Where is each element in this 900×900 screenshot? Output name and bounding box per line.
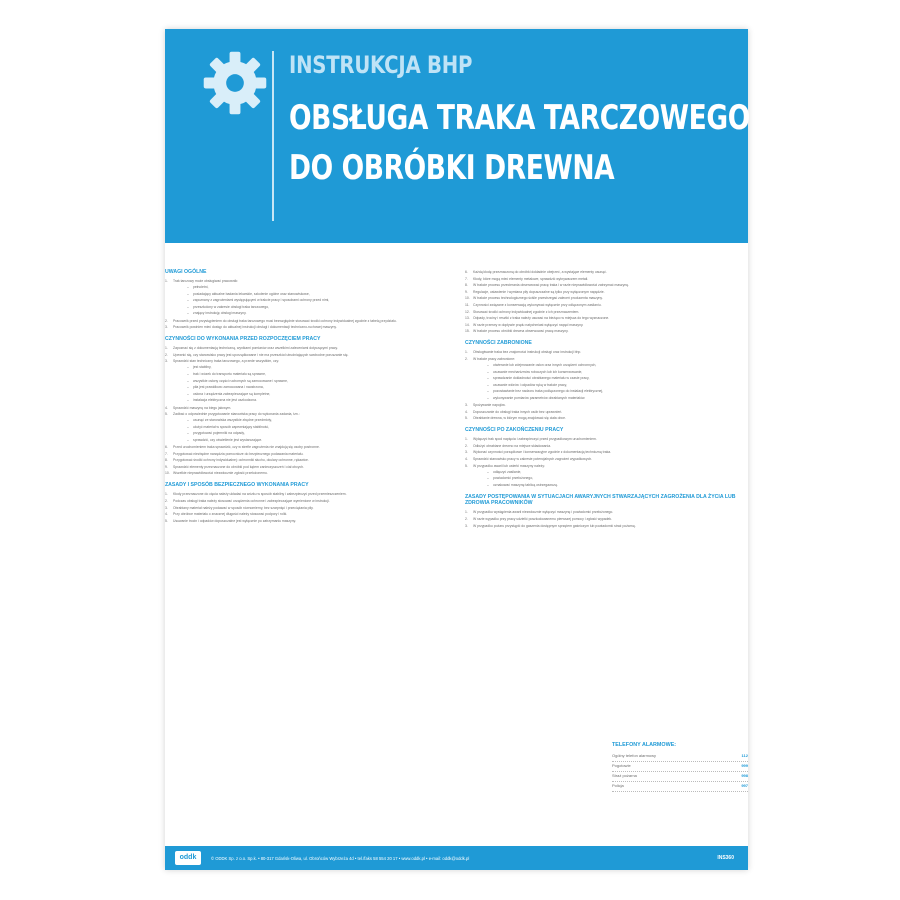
item-text-content: Sprawdzić maszynę na biegu jałowym.: [173, 405, 232, 410]
item-text-content: Trak tarczowy może obsługiwać pracownik:: [173, 279, 239, 283]
item-text: [173, 444, 455, 450]
item-number: 13.: [465, 316, 470, 321]
item-text: [173, 498, 455, 504]
list-item: [465, 309, 748, 315]
sub-item-text: trak i wózek do transportu materiału są sprawne,: [193, 371, 266, 376]
sub-bullet: –: [487, 476, 489, 481]
item-text: [473, 322, 748, 328]
item-number: 3.: [165, 505, 168, 510]
sub-item: [187, 397, 455, 403]
sub-item: [187, 297, 455, 303]
item-number: 4.: [165, 405, 168, 410]
sub-item: [187, 364, 455, 370]
item-text: [173, 457, 455, 463]
sub-bullet: –: [487, 389, 489, 394]
item-text-content: Przygotować niezbędne narzędzia pomocnicze do bezpiecznego podawania materiału.: [173, 451, 304, 456]
item-number: 3.: [465, 403, 468, 408]
item-text-content: Pracownik przed przystąpieniem do obsługi traka tarczowego musi bezwzględnie stosować środki ochrony indywidualnej zgodnie z tabelą przydziału.: [173, 318, 397, 323]
poster-header: [165, 29, 748, 243]
phone-row: [612, 752, 748, 762]
sub-item: [187, 384, 455, 390]
sub-item-text: znający instrukcję obsługi maszyny.: [193, 311, 247, 316]
emergency-phones: [612, 742, 748, 792]
item-text: [473, 449, 748, 455]
sub-bullet: –: [187, 378, 189, 383]
item-text-content: Odpady, trociny i resztki z traka należy usuwać na bieżąco w miejsca do tego wyznaczone.: [473, 316, 610, 321]
sub-item-text: usunąć ze stanowiska wszystkie zbędne przedmioty,: [193, 418, 272, 423]
item-text: [473, 269, 748, 275]
section-list: [465, 436, 748, 488]
item-number: 2.: [465, 356, 468, 361]
item-text-content: Upewnić się, czy stanowisko pracy jest uporządkowane i nie ma przeszkód utrudniających swobodne poruszanie się.: [173, 352, 349, 357]
item-number: 5.: [165, 412, 168, 417]
section-title: CZYNNOŚCI PO ZAKOŃCZENIU PRACY: [465, 427, 564, 434]
item-text: [473, 409, 748, 415]
list-item: [465, 295, 748, 301]
sub-item: [187, 284, 455, 290]
item-number: 3.: [165, 359, 168, 364]
item-text-content: W razie wypadku przy pracy udzielić poszkodowanemu pierwszej pomocy i zgłosić wypadek.: [473, 517, 613, 522]
sub-item-text: odłączyć zasilanie,: [493, 469, 522, 474]
item-text: [473, 456, 748, 462]
item-text-content: Wszelkie nieprawidłowości niezwłocznie zgłosić przełożonemu.: [173, 471, 268, 476]
item-text: [473, 463, 748, 489]
publisher-logo: oddk: [175, 851, 201, 865]
item-text-content: W trakcie procesu technologicznego ściśle przestrzegać zaleceń producenta maszyny.: [473, 296, 603, 301]
sub-item: [487, 395, 748, 401]
list-item: [465, 523, 748, 529]
item-number: 2.: [465, 443, 468, 448]
item-text: [173, 464, 455, 470]
item-number: 1.: [165, 346, 168, 351]
list-item: [465, 289, 748, 295]
item-number: 1.: [465, 437, 468, 442]
item-text: [473, 309, 748, 315]
sub-list: [173, 364, 455, 403]
sub-item: [187, 417, 455, 423]
item-text-content: Przy obróbce materiału o znacznej długości należy stosować podpory i rolki.: [173, 512, 288, 517]
item-number: 8.: [165, 458, 168, 463]
phone-number: 997: [741, 783, 748, 788]
list-item: [165, 498, 455, 504]
section-title: ZASADY I SPOSÓB BEZPIECZNEGO WYKONANIA PRACY: [165, 482, 309, 489]
sub-bullet: –: [487, 382, 489, 387]
item-text-content: Sprawdzić stan techniczny traka tarczowego, a przede wszystkim, czy:: [173, 359, 280, 364]
phone-label: Straż pożarna: [612, 773, 637, 778]
sub-item-text: posiadający aktualne badania lekarskie, szkolenie ogólne oraz stanowiskowe,: [193, 291, 310, 296]
item-text-content: Dopuszczanie do obsługi traka innych osób bez uprawnień.: [473, 409, 563, 414]
section-list: [165, 345, 455, 476]
item-text: [473, 302, 748, 308]
section-list: [465, 349, 748, 421]
phone-number: 998: [741, 773, 748, 778]
sub-item: [187, 391, 455, 397]
poster-footer: [165, 846, 748, 870]
sub-item-text: wykonywanie pomiarów parametrów obrabianych materiałów.: [493, 395, 586, 400]
list-item: [465, 282, 748, 288]
item-text-content: W przypadku pożaru przystąpić do gaszenia dostępnym sprzętem gaśniczym lub powiadomić straż pożarną.: [473, 523, 636, 528]
sub-item: [487, 482, 748, 488]
sub-item: [187, 310, 455, 316]
item-number: 14.: [465, 322, 470, 327]
item-text-content: Zadbać o odpowiednie przygotowanie stanowiska pracy do wykonania zadania, tzn.:: [173, 412, 300, 417]
sub-item: [187, 437, 455, 443]
item-number: 1.: [165, 492, 168, 497]
sub-item-text: oznakować maszynę tablicą ostrzegawczą.: [493, 482, 558, 487]
phone-label: Ogólny telefon alarmowy: [612, 753, 657, 758]
list-item: [465, 415, 748, 421]
item-number: 1.: [465, 350, 468, 355]
item-text-content: Obrabianie drewna, w którym mogą znajdować się ciała obce.: [473, 416, 566, 421]
sub-bullet: –: [187, 365, 189, 370]
sub-bullet: –: [187, 285, 189, 289]
phone-row: [612, 772, 748, 782]
list-item: [165, 411, 455, 443]
list-item: [165, 470, 455, 476]
item-text-content: Wyłączyć trak spod napięcia i zabezpieczyć przed przypadkowym uruchomieniem.: [473, 437, 597, 442]
sub-bullet: –: [487, 362, 489, 367]
sub-item-text: otwieranie lub zdejmowanie osłon oraz innych urządzeń ochronnych,: [493, 362, 597, 367]
item-text: [473, 289, 748, 295]
section-title: CZYNNOŚCI ZABRONIONE: [465, 340, 532, 347]
list-item: [165, 278, 455, 317]
item-text-content: Przygotować środki ochrony indywidualnej: ochronniki słuchu, okulary ochronne, rękawice.: [173, 458, 309, 463]
header-subtitle: INSTRUKCJA BHP: [289, 51, 473, 79]
sub-item-text: zapoznany z zagrożeniami występującymi w trakcie pracy i sposobami ochrony przed nimi,: [193, 298, 330, 303]
item-text: [473, 443, 748, 449]
list-item: [465, 349, 748, 355]
sub-item: [487, 382, 748, 388]
list-item: [165, 345, 455, 351]
sub-bullet: –: [187, 418, 189, 423]
item-number: 6.: [165, 445, 168, 450]
list-item: [165, 464, 455, 470]
sub-item: [187, 291, 455, 297]
sub-bullet: –: [487, 395, 489, 400]
title-line-2: DO OBRÓBKI DREWNA: [289, 148, 615, 188]
sub-list: [473, 362, 748, 401]
item-number: 4.: [165, 512, 168, 517]
header-divider: [272, 51, 274, 221]
sub-bullet: –: [187, 424, 189, 429]
phones-title: TELEFONY ALARMOWE:: [612, 742, 677, 748]
item-number: 9.: [465, 289, 468, 294]
sub-bullet: –: [187, 311, 189, 316]
list-item: [465, 356, 748, 402]
sub-bullet: –: [187, 437, 189, 442]
item-text: [473, 356, 748, 402]
item-text-content: Kłody przeznaczone do cięcia należy układać na wózku w sposób stabilny i zabezpieczyć przed przemieszczeniem.: [173, 492, 347, 497]
item-number: 3.: [165, 325, 168, 330]
sub-list: [173, 284, 455, 316]
item-text: [173, 324, 455, 330]
item-text-content: W trakcie procesu obróbki drewna obserwować pracę maszyny.: [473, 329, 569, 334]
list-item: [465, 328, 748, 334]
item-number: 5.: [165, 518, 168, 523]
item-text: [473, 315, 748, 321]
item-text: [473, 295, 748, 301]
item-text: [173, 511, 455, 517]
sub-item-text: usuwanie mechanizmów roboczych lub ich konserwowanie,: [493, 369, 583, 374]
list-item: [165, 324, 455, 330]
sub-item: [487, 375, 748, 381]
item-text: [473, 509, 748, 515]
sub-bullet: –: [187, 391, 189, 396]
sub-item-text: osłona i urządzenia zabezpieczające są kompletne,: [193, 391, 271, 396]
sub-bullet: –: [487, 482, 489, 487]
sub-item-text: powiadomić przełożonego,: [493, 476, 534, 481]
title-line-1: OBSŁUGA TRAKA TARCZOWEGO: [289, 98, 750, 138]
phone-label: Pogotowie: [612, 763, 631, 768]
phone-number: 112: [741, 753, 748, 758]
item-number: 2.: [165, 352, 168, 357]
item-text-content: W trakcie pracy zabronione:: [473, 356, 516, 361]
sub-item: [187, 304, 455, 310]
gear-icon: [201, 49, 269, 117]
item-text-content: Obsługiwanie traka bez znajomości instrukcji obsługi oraz instrukcji bhp.: [473, 350, 582, 355]
list-item: [465, 443, 748, 449]
sub-item-text: przeszkolony w zakresie obsługi traka tarczowego,: [193, 304, 270, 309]
list-item: [465, 322, 748, 328]
sub-bullet: –: [187, 385, 189, 390]
item-text: [473, 402, 748, 408]
item-text: [173, 411, 455, 443]
sub-bullet: –: [487, 369, 489, 374]
item-number: 2.: [465, 517, 468, 522]
item-text-content: Sprawdzić elementy przeznaczone do obróbki pod kątem zanieczyszczeń i ciał obcych.: [173, 464, 304, 469]
item-number: 7.: [465, 276, 468, 281]
item-text-content: Pracownik powinien mieć dostęp do aktualnej instrukcji obsługi i dokumentacji techniczno-ruchowej maszyny.: [173, 325, 337, 330]
list-item: [465, 302, 748, 308]
list-item: [165, 505, 455, 511]
sub-bullet: –: [187, 431, 189, 436]
item-text: [473, 282, 748, 288]
list-item: [465, 409, 748, 415]
sub-item: [187, 430, 455, 436]
sub-list: [173, 417, 455, 443]
item-text: [473, 328, 748, 334]
item-text: [173, 358, 455, 404]
section-title: CZYNNOŚCI DO WYKONANIA PRZED ROZPOCZĘCIEM PRACY: [165, 336, 321, 343]
section-list: [465, 509, 748, 528]
item-text: [173, 352, 455, 358]
list-item: [465, 509, 748, 515]
item-text-content: W przypadku wystąpienia awarii niezwłocznie wyłączyć maszynę i powiadomić przełożonego.: [473, 510, 614, 515]
item-text: [473, 415, 748, 421]
item-text-content: W razie przerwy w dopływie prądu natychmiast wyłączyć napęd maszyny.: [473, 322, 584, 327]
phone-row: [612, 762, 748, 772]
right-column: [465, 269, 748, 529]
sub-list: [473, 469, 748, 488]
item-number: 1.: [165, 279, 168, 283]
item-text-content: Obrabiany materiał należy podawać w sposób równomierny, bez szarpnięć i przeciążania piły.: [173, 505, 314, 510]
item-number: 6.: [465, 270, 468, 274]
sub-item-text: jest stabilny,: [193, 365, 212, 370]
item-number: 5.: [465, 463, 468, 468]
item-text-content: Spożywanie napojów.: [473, 403, 506, 408]
item-text-content: Przed uruchomieniem traka sprawdzić, czy w strefie zagrożenia nie znajdują się osoby postronne.: [173, 445, 320, 450]
item-text: [173, 491, 455, 497]
list-item: [165, 491, 455, 497]
item-text: [173, 470, 455, 476]
item-text: [473, 349, 748, 355]
sub-item: [187, 371, 455, 377]
list-item: [465, 269, 748, 275]
sub-item-text: usuwanie wiórów i odpadów ręką w trakcie pracy,: [493, 382, 567, 387]
phone-label: Policja: [612, 783, 624, 788]
section-list: [165, 278, 455, 330]
item-text-content: Wykonać czynności porządkowe i konserwacyjne zgodnie z dokumentacją techniczną traka.: [473, 450, 612, 455]
list-item: [165, 457, 455, 463]
list-item: [165, 511, 455, 517]
item-text: [173, 505, 455, 511]
item-text: [473, 523, 748, 529]
item-text-content: Podczas obsługi traka należy stosować urządzenia ochronne i zabezpieczające wymienione w instrukcji.: [173, 499, 330, 504]
sub-item: [187, 424, 455, 430]
item-text-content: Zapoznać się z dokumentacją techniczną, wynikami pomiarów oraz wszelkimi zaleceniami dotyczącymi pracy.: [173, 346, 338, 351]
sub-item-text: pełnoletni,: [193, 285, 209, 289]
sub-item: [187, 378, 455, 384]
item-number: 2.: [165, 318, 168, 323]
item-number: 8.: [465, 283, 468, 288]
list-item: [465, 449, 748, 455]
item-number: 12.: [465, 309, 470, 314]
item-number: 2.: [165, 499, 168, 504]
sub-item: [487, 388, 748, 394]
item-text-content: Usuwanie trocin i odpadów dopuszczalne jest wyłącznie po zatrzymaniu maszyny.: [173, 518, 296, 523]
sub-item-text: piła jest prawidłowo zamocowana i naostrzona,: [193, 385, 264, 390]
phone-row: [612, 782, 748, 792]
footer-contact: © ODDK Sp. z o.o. Sp.k. • 80-317 Gdańsk-Oliwa, ul. Obrońców Wybrzeża 4d • tel./faks 58 554 20 17 • www.oddk.pl • e-mail: oddk@oddk.pl: [211, 855, 470, 861]
list-item: [465, 516, 748, 522]
sub-item-text: wszystkie osłony części ruchomych są zamocowane i sprawne,: [193, 378, 288, 383]
instruction-poster: [165, 29, 748, 870]
item-text-content: W przypadku awarii lub usterki maszyny należy:: [473, 463, 545, 468]
list-item: [465, 276, 748, 282]
item-number: 15.: [465, 329, 470, 334]
phone-list: [612, 752, 748, 792]
list-item: [465, 402, 748, 408]
sub-bullet: –: [487, 376, 489, 381]
item-text-content: Regulacje, ustawienie i wymiana piły dopuszczalne są tylko przy wyłączonym napędzie.: [473, 289, 605, 294]
sub-item: [487, 475, 748, 481]
list-item: [165, 451, 455, 457]
list-item: [465, 456, 748, 462]
sub-bullet: –: [487, 469, 489, 474]
item-number: 7.: [165, 451, 168, 456]
list-item: [165, 518, 455, 524]
sub-item-text: sprawdzić, czy oświetlenie jest wystarczające.: [193, 437, 263, 442]
item-text-content: Stosować środki ochrony indywidualnej zgodnie z ich przeznaczeniem.: [473, 309, 580, 314]
sub-item-text: pozostawianie bez nadzoru traka podłączonego do instalacji elektrycznej,: [493, 389, 604, 394]
item-number: 4.: [465, 409, 468, 414]
list-item: [165, 318, 455, 324]
item-text: [173, 345, 455, 351]
sub-bullet: –: [187, 298, 189, 303]
sub-item: [487, 469, 748, 475]
section-title: ZASADY POSTĘPOWANIA W SYTUACJACH AWARYJNYCH STWARZAJĄCYCH ZAGROŻENIA DLA ŻYCIA LUB ZDROWIA PRACOWNIKÓW: [465, 494, 736, 507]
sub-item: [487, 362, 748, 368]
item-text: [473, 516, 748, 522]
item-text-content: Każdą kłodę przeznaczoną do obróbki dokładnie obejrzeć, a wystające elementy usunąć.: [473, 270, 607, 274]
item-text-content: Kłody, które mogą mieć elementy metalowe, sprawdzić wykrywaczem metali.: [473, 276, 589, 281]
document-code: INS360: [717, 855, 734, 861]
item-number: 3.: [465, 450, 468, 455]
item-number: 10.: [465, 296, 470, 301]
sub-bullet: –: [187, 291, 189, 296]
sub-item-text: przygotować pojemniki na odpady,: [193, 431, 245, 436]
item-number: 5.: [465, 416, 468, 421]
section-list: [165, 491, 455, 523]
list-item: [165, 352, 455, 358]
list-item: [465, 315, 748, 321]
sub-bullet: –: [187, 304, 189, 309]
item-text-content: Czynności związane z konserwacją wykonywać wyłącznie przy odłączonym zasilaniu.: [473, 302, 602, 307]
item-text: [173, 405, 455, 411]
sub-item-text: ułożyć materiał w sposób zapewniający stabilność,: [193, 424, 270, 429]
item-text: [473, 276, 748, 282]
item-number: 4.: [465, 457, 468, 462]
item-text: [173, 518, 455, 524]
item-text: [173, 451, 455, 457]
phone-number: 999: [741, 763, 748, 768]
section-title: UWAGI OGÓLNE: [165, 269, 207, 275]
item-text: [173, 278, 455, 317]
item-text-content: W trakcie procesu przecierania obserwować pracę traka i w razie nieprawidłowości zatrzymać maszynę.: [473, 283, 630, 288]
left-column: [165, 269, 455, 524]
item-text: [173, 318, 455, 324]
list-item: [465, 436, 748, 442]
item-number: 1.: [465, 510, 468, 515]
item-number: 11.: [465, 302, 470, 307]
header-title: [289, 93, 750, 193]
sub-item-text: instalacja elektryczna nie jest uszkodzona.: [193, 398, 257, 403]
list-item: [165, 358, 455, 404]
sub-item-text: sprawdzanie dokładności obrabianego materiału w czasie pracy,: [493, 376, 590, 381]
item-text: [473, 436, 748, 442]
sub-bullet: –: [187, 371, 189, 376]
section-list: [465, 269, 748, 334]
sub-bullet: –: [187, 398, 189, 403]
item-text-content: Sprawdzić stanowisko pracy w zakresie potencjalnych zagrożeń wypadkowych.: [473, 457, 593, 462]
item-text-content: Odłożyć obrabiane drewno na miejsce składowania.: [473, 443, 552, 448]
list-item: [465, 463, 748, 489]
item-number: 3.: [465, 523, 468, 528]
item-number: 10.: [165, 471, 170, 476]
item-number: 9.: [165, 464, 168, 469]
list-item: [165, 405, 455, 411]
sub-item: [487, 369, 748, 375]
list-item: [165, 444, 455, 450]
